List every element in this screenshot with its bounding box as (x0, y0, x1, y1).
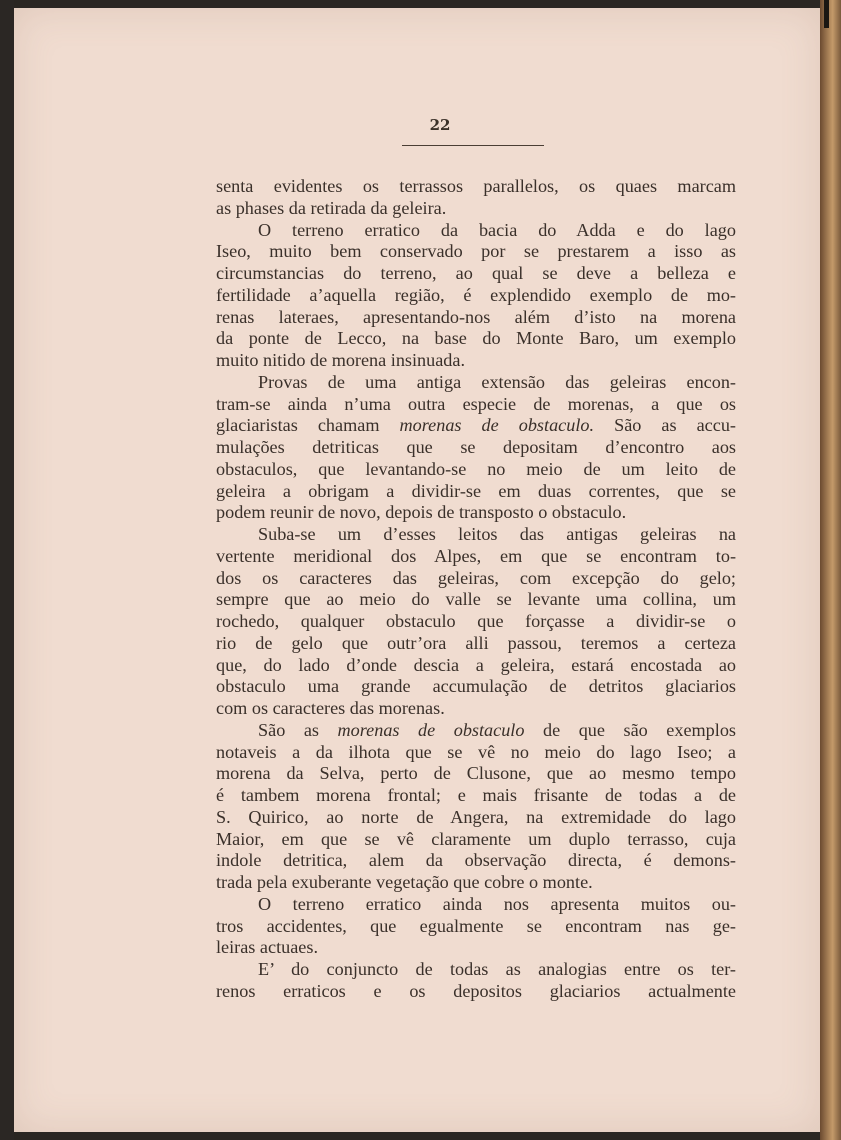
text-line: O terreno erratico da bacia do Adda e do lago (258, 219, 736, 240)
text-run: São as (258, 719, 338, 740)
text-line: obstaculo uma grande accumulação de detritos glaciarios (216, 676, 736, 697)
text-line (216, 415, 736, 437)
text-line: obstaculos, que levantando-se no meio de um leito de (216, 458, 736, 479)
italic-term: morenas de obstaculo (337, 719, 525, 740)
text-line: as phases da retirada da geleira. (216, 197, 447, 218)
text-line: morena da Selva, perto de Clusone, que ao mesmo tempo (216, 763, 736, 784)
text-line: geleira a obrigam a dividir-se em duas correntes, que se (216, 480, 736, 501)
text-line: tros accidentes, que egualmente se encontram nas ge- (216, 915, 736, 936)
text-line: tram-se ainda n’uma outra especie de morenas, a que os (216, 393, 736, 414)
text-run: São as accu- (594, 415, 736, 436)
header-rule (402, 145, 544, 146)
text-line: senta evidentes os terrassos parallelos, os quaes marcam (216, 176, 736, 196)
italic-term: morenas de obstaculo. (399, 415, 595, 436)
text-line: dos os caracteres das geleiras, com excepção do gelo; (216, 567, 736, 588)
text-line: da ponte de Lecco, na base do Monte Baro, um exemplo (216, 328, 736, 349)
text-line: Iseo, muito bem conservado por se prestarem a isso as (216, 241, 736, 262)
text-line: sempre que ao meio do valle se levante uma collina, um (216, 589, 736, 610)
text-line: leiras actuaes. (216, 937, 318, 958)
text-line: O terreno erratico ainda nos apresenta muitos ou- (258, 893, 736, 914)
book-spine-edge (820, 0, 841, 1140)
text-line: mulações detriticas que se depositam d’encontro aos (216, 437, 736, 457)
text-line: Suba-se um d’esses leitos das antigas geleiras na (258, 524, 736, 544)
text-line: S. Quirico, ao norte de Angera, na extremidade do lago (216, 806, 736, 827)
text-line: trada pela exuberante vegetação que cobre o monte. (216, 872, 593, 892)
text-line: Provas de uma antiga extensão das geleiras encon- (258, 371, 736, 392)
page-number: 22 (429, 116, 451, 134)
text-line: indole detritica, alem da observação directa, é demons- (216, 850, 736, 871)
text-line: que, do lado d’onde descia a geleira, estará encostada ao (216, 654, 736, 675)
text-line: muito nitido de morena insinuada. (216, 350, 466, 370)
text-line: rio de gelo que outr’ora alli passou, teremos a certeza (216, 632, 736, 653)
text-line: notaveis a da ilhota que se vê no meio do lago Iseo; a (216, 741, 736, 762)
text-line: é tambem morena frontal; e mais frisante de todas a de (216, 785, 736, 805)
scan-left-edge (0, 0, 14, 1140)
body-text (216, 176, 736, 1003)
text-line (216, 720, 736, 742)
text-run: de que são exemplos (524, 719, 736, 740)
text-line: renos erraticos e os depositos glaciarios actualmente (216, 980, 736, 1001)
spine-gap (824, 0, 829, 28)
text-line: com os caracteres das morenas. (216, 698, 445, 718)
text-line: rochedo, qualquer obstaculo que forçasse a dividir-se o (216, 611, 736, 631)
text-line: vertente meridional dos Alpes, em que se encontram to- (216, 545, 736, 566)
text-line: circumstancias do terreno, ao qual se deve a belleza e (216, 263, 736, 283)
text-run: glaciaristas chamam (216, 415, 400, 436)
text-line: Maior, em que se vê claramente um duplo terrasso, cuja (216, 828, 736, 849)
text-line: renas lateraes, apresentando-nos além d’isto na morena (216, 306, 736, 327)
text-line: E’ do conjuncto de todas as analogias entre os ter- (258, 959, 736, 979)
text-line: podem reunir de novo, depois de transposto o obstaculo. (216, 502, 627, 523)
text-line: fertilidade a’aquella região, é explendido exemplo de mo- (216, 284, 736, 305)
